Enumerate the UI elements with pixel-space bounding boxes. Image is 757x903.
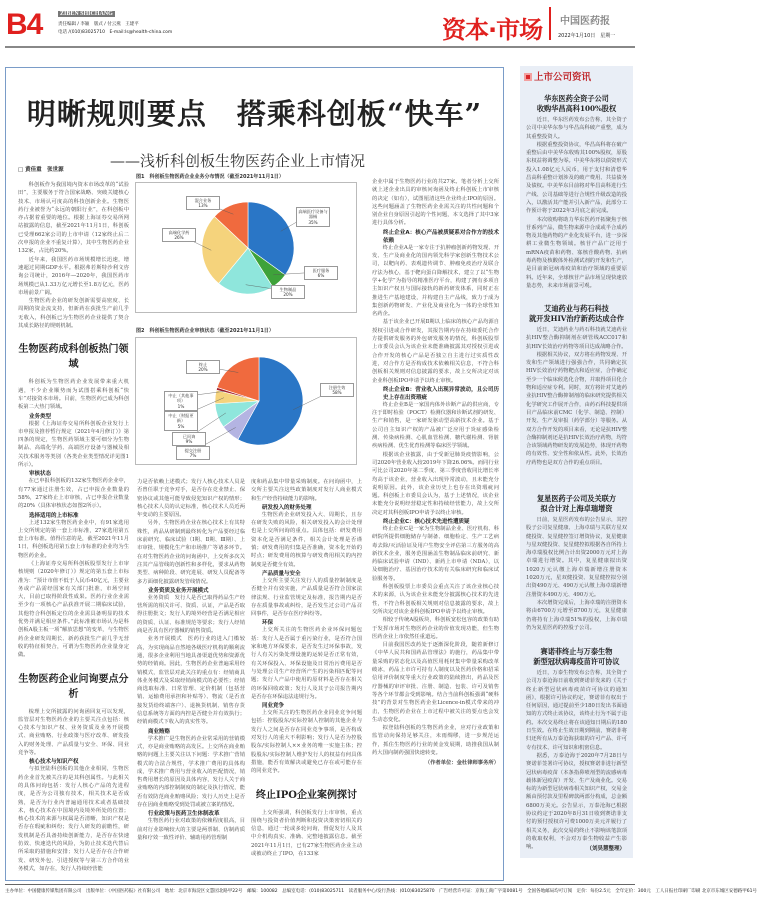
square-bullet-icon — [524, 73, 532, 81]
paragraph: 生物医药企业的研发创新需要高密度、长周期的资金流支持，但新药在获批生产前几乎无收入，科创板已为生物医药企业提供了契合其成长路径的规则机制。 — [18, 298, 129, 330]
paragraph: 上交所关注的生物医药企业同业竞争问题包括：控股股东/实际控制人控制的其他企业与发行人之间是否存在同业竞争事项，是否构成对发行人的重大不利影响；发行人是否为控股股东/实际控制人××业务的唯一实施主体；控股股东/实际控制人维护发行人的权益有何具体措施，能否有效解决或避免已存在或可能存在的同业竞争。 — [251, 710, 362, 775]
sidebar-heading: 上市公司资讯 — [524, 69, 591, 83]
subsection-heading: 业务资质及业务开展模式 — [148, 587, 209, 594]
paragraph: 学术推广是生物医药企业常采用的营销模式，亦是商业贿赂的高发区。上交所在商业贿赂的问题上主要关注以下问题：学术推广营销模式的合法合规性，学术推广费用的具体构成，学术推广费用与营业收入的匹配情况，销售费用增长的原因及具体内容，发行人关于商业贿赂的内部控制制度的制定及执行情况，能否有效防范商业贿赂风险；发行人历史上是否存在因商业贿赂受到处罚或被立案的情况。 — [137, 735, 245, 808]
contact: 电话 /(010)83025710 E-mail:ls@health-china.com — [58, 30, 173, 35]
article-column-1 — [18, 165, 129, 875]
sidebar-company-news — [520, 66, 633, 858]
section-heading: 生物医药成科创板热门领域 — [18, 344, 129, 371]
paragraph: 终止企业A是一家专注于抗肿瘤创新药物发现、开发、生产及商业化的国内领先科学家创新生物技术公司，以靶向药、表观遗传调节、肿瘤免疫治疗及联合疗法为核心，基于靶向蛋白降解技术，建立了以“生物学+化学”为指导的精准医疗平台，构建了拥有多项自主知识产权且与国际接轨的新药研发体系，同时正在推进生产基地建设，并构建自主产品线，致力于成为集创新药物研发、产业化及商业化为一体的全球性知名药企。 — [372, 244, 499, 318]
section-heading: 生物医药企业问询要点分析 — [18, 673, 129, 700]
byline: □ 黄佳重 张世源 — [18, 167, 64, 173]
paragraph: 生物医药企业研发投入大、周期长，且存在研发失败的风险，相关研发投入的会计处理也是上交所问询的重点。具体包括：研发费用资本化是否满足条件，相关会计处理是否谨慎；研发费用的归集是否准确，资本化开始的时点；研发费用的核算与研发费用相关的内控制度是否健全有效。 — [251, 511, 362, 568]
paragraph: 梳理上交所披露的问询函回复可以发现，监管层对生物医药企业的主要关注点包括：核心技术与知识产权、业务资质及业务开展模式、商业贿赂、行业政策与医疗改革、研发投入的财务处理、产品质量与安全、环保、同业竞争等。 — [18, 708, 129, 757]
news-headline: 复星医药子公司及关联方 拟合计对上海卓瑞增资 — [536, 494, 617, 513]
paragraph: 拟登陆科创板的生物医药企业，应对行业政策和监管动向保持足够关注，未雨绸缪，进一步规范运作，抓住生物医药行业的黄金发展期，助推我国从制药大国向制药强国快速转变。 — [372, 725, 499, 756]
data-label: 高端化学药26% — [162, 228, 196, 242]
paragraph: 上交所强调，科创板发行上市审核，重点围绕与投资者价值判断和投资决策密切相关的信息，通过一轮或多轮问询，督促发行人及其中介机构真实、准确、完整地披露信息。截至2021年11月1日，已有27家生物医药企业主动或被动终止了IPO，在133家 — [251, 809, 362, 857]
paragraph: 日前，复星医药发布的公告显示，其控股子公司复星健康、上海卓瑞与关联方星双健投资、复星健控签订增资协议，复星健康与星双健投资、复星健控拟根据各自所持上海卓瑞股权比例合计出资2000万元对上海卓瑞进行增资。其中，复星健康拟出资1020万元认缴上海卓瑞新增注册资本1020万元，星双健投资、复星健控拟分别出资490万元、490万元认缴上海卓瑞新增注册资本490万元、490万元。 — [526, 517, 627, 598]
data-label: 生物制品20% — [271, 285, 305, 299]
paragraph: 近日，艾迪药业与药石科技就艾迪药业抗HIV整合酶抑制剂在研管线ACC017和抗HIV长效治疗药物等项目达成战略合作。 — [526, 327, 627, 350]
subsection-heading: 选择适用的上市标准 — [29, 512, 79, 519]
compiler-signature: （刘昊慧整理） — [586, 846, 625, 852]
news-body — [526, 326, 627, 506]
paragraph: 近年来，我国医药市场规模增长迅速，增速超过同期GDP水平。根据弗若斯特沙利文咨询公司统计，2016年—2020年，我国医药市场规模已从1.33万亿元增长至1.8万亿元，医药市场前景广阔。 — [18, 256, 129, 296]
data-label: 中止（财报更新）5% — [164, 411, 198, 425]
paragraph: 与拟登陆科创板的其他企业相同，生物医药企业首先被关注的是其科创属性。与此相关的具体问询包括：发行人核心产品的先进程度，是否为公司独有技术，相关技术是否成熟，是否为行业内普遍通用技术或者基础技术，核心技术在中国境内及境外所处的位置；核心技术的来源与权属是否清晰，知识产权是否存在瑕疵和纠纷；发行人研发的前瞻性，研发机制是否具备持续创新能力，是否存在快速仿效、快速迭代的风险，为防止技术迭代替后所采取的措施和安排；发行人是否存在合作研发、研发外包、引进授权等与第三方合作的业务模式，如存在，发行人持续经营能 — [18, 766, 129, 872]
data-label: 中止（其他事项）1% — [164, 391, 198, 405]
divider — [549, 7, 551, 40]
paragraph: 目前我国医改药处于逐渐深化阶段，随着新修订《中华人民共和国药品管理法》的施行，药品集中带量采购的常态化以及高值医用耗材集中带量采购改革破冰，药品上市许可持有人制度以及医药价格和招采信用评价制度等重大行业政策的陆续推出，药品及医疗器械的审评审批、注册、制造、包装、许可及销售等各个环节都会受到影响。结合当前科创板强调“硬科技”的背景对生物医药企业Licence-in模式带来的冲击，生物医药企业在上市过程中被关注的要点也会发生动态变化。 — [372, 642, 499, 723]
author-affiliation: （作者单位：金杜律师事务所） — [424, 760, 499, 767]
article-column-3 — [251, 478, 362, 875]
news-headline: 艾迪药业与药石科技 就开发HIV治疗新药达成合作 — [529, 304, 624, 323]
data-label: 高端医疗设备与器械35% — [296, 207, 330, 221]
figure-1-pie-chart — [135, 182, 357, 313]
paragraph: 科创板作为我国境内资本市场改革的“试验田”，主要服务于符合国家战略、突破关键核心技术、市场认可度高的科技创新企业。生物医药行业被誉为“永远的朝阳行业”，在科创板中亦占据着重要的地位。根据上海证券交易所网站披露的信息，截至2021年11月1日，科创板已受理662家公司的上市申请（12家终止后二次申报的企业不重复计算），其中生物医药企业132家，占比约20%。 — [18, 182, 129, 255]
subsection-heading: 终止企业C：核心技术先进性遭质疑 — [383, 518, 470, 525]
paragraph: 终止企业C是一家为生物制品企业、医疗机构、科研院所提供细胞储存与制备、细胞检定、生产工艺病毒去除/灭活验证及用户生物安全评估第三方服务的高新技术企业，服务范围涵盖生物制品临床前研究、新药临床试验申请（IND）、新药上市申请（NDA），以及细胞治疗、基因治疗技术的有关临床研究和临床试验服务等。 — [372, 525, 499, 582]
newspaper-logo: 中国医药报 — [560, 16, 610, 27]
subsection-heading: 产品质量与安全 — [262, 570, 301, 577]
section-title: 资本·市场 — [442, 16, 543, 44]
paragraph: 根据重整投资协议，华昌高科将在破产重整后由中美华东收购其100%股权，原股东权益将调整为零。中美华东将以债资形式投入1.08亿元人民币，用于支付和清偿华昌高科重整计划涉及的破产费用、共益债务及债权。中美华东目前将对华昌高科进行生产线、公司基础等进行合规性升级改造的投入，以激活其产能并引入新产品，此部分工作预计将于2022年3月底之前完成。 — [526, 141, 627, 215]
paragraph: 相较于传统A股板块，科创板宽松包容的政策有助于发挥市场对生物医药企业的价值发现功能，但生物医药企业上市依然任重道远。 — [372, 617, 499, 640]
subsection-heading: 核心技术与知识产权 — [29, 759, 79, 766]
paragraph: 科创板为生物医药企业发展带来重大机遇，不少企业顺势而为试图搭乘科创板“快车”对接资本市场。目前，生物医药已成为科创板第二大热门领域。 — [18, 379, 129, 411]
paragraph: 近日，万泰生物发布公告称，其全资子公司万泰沧海日前收到赛诺菲发来的《关于终止新型冠状病毒疫苗许可协议的通知函》，根据许可协议约定，赛诺菲有权出于任何原因，通过提前至少180日发出书面通知的方式终止该协议，该终止行为不属于违约。本次交易终止将在该通知日期后的180日生效。在终止生效日期到期前，赛诺菲将归还所有从万泰沧海获取的许可产品、许可专有技术、许可知识和机密信息。 — [526, 670, 627, 751]
paragraph: 据悉，万泰沧海于2020年7月28日与赛诺菲签署许可协议，授权赛诺菲进行新型冠状病毒疫苗（本条指鼻喷剂型的流感病毒载体新冠疫苗）开发、生产及商业化。交易标的为新型冠状病毒相关知识产权，交易金额由预付款及里程碑款两部分构成，总金额6800万美元。公告显示，万泰沧海已根据协议约定于2020年8月31日收到赛诺菲支付的预付授权许可费1000万美元并履行了相关义务，此次交易的终止不影响该笔款项的收取权利，不会对万泰生物收益产生影响。 — [526, 752, 627, 851]
paragraph: 上交所主要关注发行人的质量控制制度是否健全并有效实施，产品质量是否符合国家法律法规、行业监管规定及标准，报告期内是否存在质量事故或纠纷，是否发生过公司产品召回事件，是否存在医疗纠纷等。 — [251, 577, 362, 618]
paragraph: 本次收购将助力华东医药开拓聚焦于核苷系列产品，微生物来源中合成或半合成药物及其他药物的产业化发展平台，进一步深耕工业微生物领域。核苷产品广泛用于mRNA疫苗和药物、寡核苷酸药物、抗病毒药物及核酸体外检测试剂的开发和生产，是目前新冠病毒疫苗和治疗领域的重要原料。近年来，全球核苷产品市场呈现快速放量态势，未来市场前景可观。 — [526, 216, 627, 289]
paragraph: 力是否依赖上述模式；发行人核心技术人员是否曾任职于竞争对手，是否存在竞业禁止、保密协议或其他可能导致侵犯知识产权的情形；核心技术人员的认定标准，核心技术人员近两年变动的主要原因。 — [137, 479, 245, 519]
subsection-heading: 终止企业A：核心产品被质疑系对合作方的技术依赖 — [383, 229, 499, 244]
paragraph: 根据相关协议，双方将在药物发现、开发和生产领域进行强强合作，共同确定抗HIV长效治疗药物靶点和适应症，合作确定至少一个临床候选化合物，并取得项目化合物和适应症专利。同时，双方将针对艾迪药业抗HIV整合酶抑制剂的临床研究提供相关化学研究工作展开合作，由药石科技提供项目产品临床前CMC（化学、制造、控制）开发、生产及审报（药学部分）等服务。从双方合作开发的项目来看，无论是抗HIV整合酶抑制剂还是抗HIV长效治疗药物，均符合该领域药物研发的发展趋势，体现开药物的有效性、安全性和依从性。此外，长效治疗药物也是双方合作的重点项目。 — [526, 351, 627, 466]
paragraph: 业务开展模式 医药行业的进入门槛较高，为实现商品自然地各级医疗机构的顺利流通，很多企业利用当地具备渠道优势和资源优势的经销商。因此，生物医药企业普遍采用经销模式，监管层对此关注的重点有：经销商具体业务模式及采取经销商模式的必要性；经销商选取标准、日常管理、定价机制（包括营销、运输费用承担和补贴等）、物流（是否直接发货给终端客户）、退换货机制、销售存货信息系统等方面的内控是否健全并有效执行；经销商模式下收入的真实性等。 — [137, 636, 245, 726]
paragraph: 生物医药行业对政策的依赖程度很高，目前对行业影响较大的主要是两票制、仿制药质量和疗效一致性评价、辅助用药管理制 — [137, 818, 245, 841]
footer-rule — [5, 884, 635, 885]
section-heading: 终止IPO企业案例探讨 — [256, 789, 357, 801]
page-number: B4 — [6, 8, 43, 41]
section-pinyin: ZIBEN SHICHANG — [60, 11, 113, 17]
paragraph: 上述132家生物医药企业中，有91家选用上交所规定的第一套上市标准，27家选用第五套上市标准。值得注意的是，截至2021年11月1日，科创板选用第五套上市标准的企业均为生物医药企业。 — [18, 519, 129, 559]
subsection-heading: 环保 — [262, 620, 274, 627]
paragraph: 根据该企业披露，由于受新冠肺炎疫情影响，公司2020年营业收入较2019年下降26.06%。而同行业可比公司2020年第二季度、第三季度营收同比增长率均高于该企业，营业收入出现异常波动，且未能充分说明原因。此外，该企业历史上也存在出资瑕疵问题。科创板上市委员会认为，基于上述情况，该企业未能充分说明经营稳定性和持续经营能力，故上交所决定对其科创板IPO申请予以终止审核。 — [372, 451, 499, 516]
paragraph: 度和药品集中带量采购制度。在问询函中，上交所主要关注这些政策制度对发行人商业模式和生产经营持续能力的影响。 — [251, 479, 362, 502]
figure-1-caption: 图1 科创板生物医药企业业务分布情况（截至2021年11月1日） — [136, 174, 284, 180]
paragraph: 企业中属于生物医药行业的共27家。笔者分析上交所就上述企业出具的审核问询函及终止科创板上市审核的决定（如有），试图厘清这些企业终止IPO的原因。这些问题涵盖了生物医药企业需关注的共性问题和个别企业自身原因引起的个性问题，本文选择了其中3家进行具体分析。 — [372, 179, 499, 227]
paragraph: 根据《上海证券交易所科创板企业发行上市申报及推荐暂行规定（2021年4月修订）》第四条的规定，生物医药领域主要可细分为生物制品、高端化学药、高端医疗设备与器械及相关技术服务等类别（各类企业类型情况详见图1所示）。 — [18, 420, 129, 469]
news-headline: 赛诺菲终止与万泰生物 新型冠状病毒疫苗许可协议 — [533, 647, 620, 666]
data-label: 终止20% — [186, 360, 220, 374]
paragraph: 另外，生物医药企业在核心技术上有其特殊性，药品从研制到最终转化为产品要经过临床前研究、临床试验（Ⅰ期、Ⅱ期、Ⅲ期）、上市审批、规模化生产和市场推广等诸多环节。在对生物医药企业的问询函中，上交所多次关注其产品管线的创新性和多样化，要求从药物类型、病种阶段、研究进展、研发人员配备等多方面细化披露研发管线情况。 — [137, 520, 245, 585]
subsection-heading: 审核状态 — [29, 471, 52, 478]
paragraph: 业务资质 发行人是否已取得药品生产经营所需的相关许可、资质、认证，产品是否取得注册批文；发行人的境外经营是否满足相应的资质、认证、标准规范等要求；发行人经销商是否具有医疗器械的销售资质。 — [137, 594, 245, 635]
data-label: 混合业务13% — [186, 196, 220, 210]
news-body — [526, 516, 627, 641]
paragraph: 本次增资完成后，上海卓瑞的注册资本将由6700万元增至8700万元，复星健康仍将持有上海卓瑞51%的股权，上海卓瑞仍为复星医药的控股子公司。 — [526, 599, 627, 631]
subsection-heading: 业务类型 — [29, 413, 52, 420]
article-subtitle: ——浅析科创板生物医药企业上市情况 — [110, 152, 366, 170]
news-headline: 华东医药全资子公司 收购华昌高科100%股权 — [536, 94, 617, 113]
paragraph: 终止企业B是一家国内体外诊断产品的供应商，专注于即时检验（POCT）检测仪器和诊断试剂的研发、生产和销售，是一家研发驱动型高新技术企业。基于公司自主知识产权的产品被广泛应用于炎症感染检测、传染病检测、心肌血管检测、糖代谢检测、肾脏疾病检测、优生优育检测等临床医学领域。 — [372, 401, 499, 450]
paragraph: 上交所关注的生物医药企业环保问题包括：发行人是否属于重污染行业，是否符合国家和地方环保要求，是否发生过环保事故，发行人有关污染处理设施的运转是否正常有效，有关环保投入、环保设施及日常治污费用是否与处理公司生产经营所产生的污染相匹配等问题；发行人产品中使用的原材料是否存在相关的环保回收政策；发行人及其子公司报告期内是否存在环保违法违规行为。 — [251, 627, 362, 700]
data-label: 已问询9% — [172, 432, 206, 446]
subsection-heading: 研发投入的财务处理 — [262, 504, 312, 511]
article-title: 明晰规则要点 搭乘科创板“快车” — [26, 97, 483, 131]
footer-imprint: 主办单位：中国健康传媒集团有限公司 出版单位：《中国医药报》社有限公司 地址：北京市海淀区文慧园北路甲22号 邮编：100082 总编室电话：(010)83025711 读者服务中心/发行热线：(010)83025870 广告经营许可证：京海工商广字第0081号 全国各地邮局均可订阅 定价：每份2.5元 全年定价：300元 工人日报社印刷厂印刷 北京市东城区安德路甲61号 — [5, 889, 757, 894]
paragraph: 基于该企业已开展Ⅱ期以上临床的核心产品均源自授权引进或合作研发，其报告期内存在持续委托合作方提供研发服务的外包研发服务的情况，科创板股票上市委员会认为该企业未能准确披露其对授权引进或合作开发的核心产品是否独立自主进行过实质性改进，对合作方是否构成技术依赖相关信息，不符合科创板相关规则对信息披露的要求，故上交所决定对该企业科创板IPO申请予以终止审核。 — [372, 319, 499, 384]
subsection-heading: 终止企业B：营业收入出现异常波动，且公司历史上存在出资瑕疵 — [383, 386, 499, 401]
figure-2-caption: 图2 科创板生物医药企业审核状态（截至2021年11月1日） — [136, 328, 274, 334]
paragraph: 在已申报科创板的132家生物医药企业中，有77家通过注册生效，占已申报企业数量的58%，27家终止上市审核，占已申报企业数量的20%（具体审核状态如图2所示）。 — [18, 478, 129, 510]
paragraph: 《上海证券交易所科创板股票发行上市审核规则（2020年修订）》规定的第五套上市标准为：“预计市值不低于人民币40亿元，主要业务或产品需经国家有关部门批准，市场空间大，目前已取得阶段性成果。医药行业企业需至少有一项核心产品获准开展二期临床试验，其他符合科创板定位的企业需具备明显的技术优势并满足相应条件。”此标准被市场认为是科创板A股主板一项“解放思想”的变革，与生物医药企业研发周期长、新药获批生产前几乎无营收的特征相契合，可谓为生物医药企业量身定做。 — [18, 560, 129, 659]
subsection-heading: 行业政策与医药卫生体制改革 — [148, 811, 220, 818]
header-rule — [5, 46, 635, 48]
subsection-heading: 商业贿赂 — [148, 728, 171, 735]
paragraph: 科创板股票上市委员会重点关注了该企业核心技术的来源，认为该企业未能充分披露核心技术的先进性，不符合科创板相关规则对信息披露的要求，故上交所决定对该企业科创板IPO申请予以终止审核。 — [372, 584, 499, 615]
article-column-2 — [137, 478, 245, 875]
editors: 责任编辑 / 李颖 版式 / 付云燕 王建平 — [58, 22, 139, 27]
data-label: 注册生效58% — [320, 383, 354, 397]
issue-date: 2022年1月10日 星期一 — [558, 33, 616, 39]
paragraph: 近日，华东医药发布公告称，其全资子公司中美华东参与华昌高科破产重整，成为其重整投资人。 — [526, 117, 627, 140]
data-label: 医疗服务6% — [304, 266, 338, 280]
subsection-heading: 同业竞争 — [262, 703, 285, 710]
data-label: 提交注册7% — [176, 446, 210, 460]
article-column-4 — [372, 178, 499, 875]
figure-2-pie-chart — [135, 337, 357, 465]
